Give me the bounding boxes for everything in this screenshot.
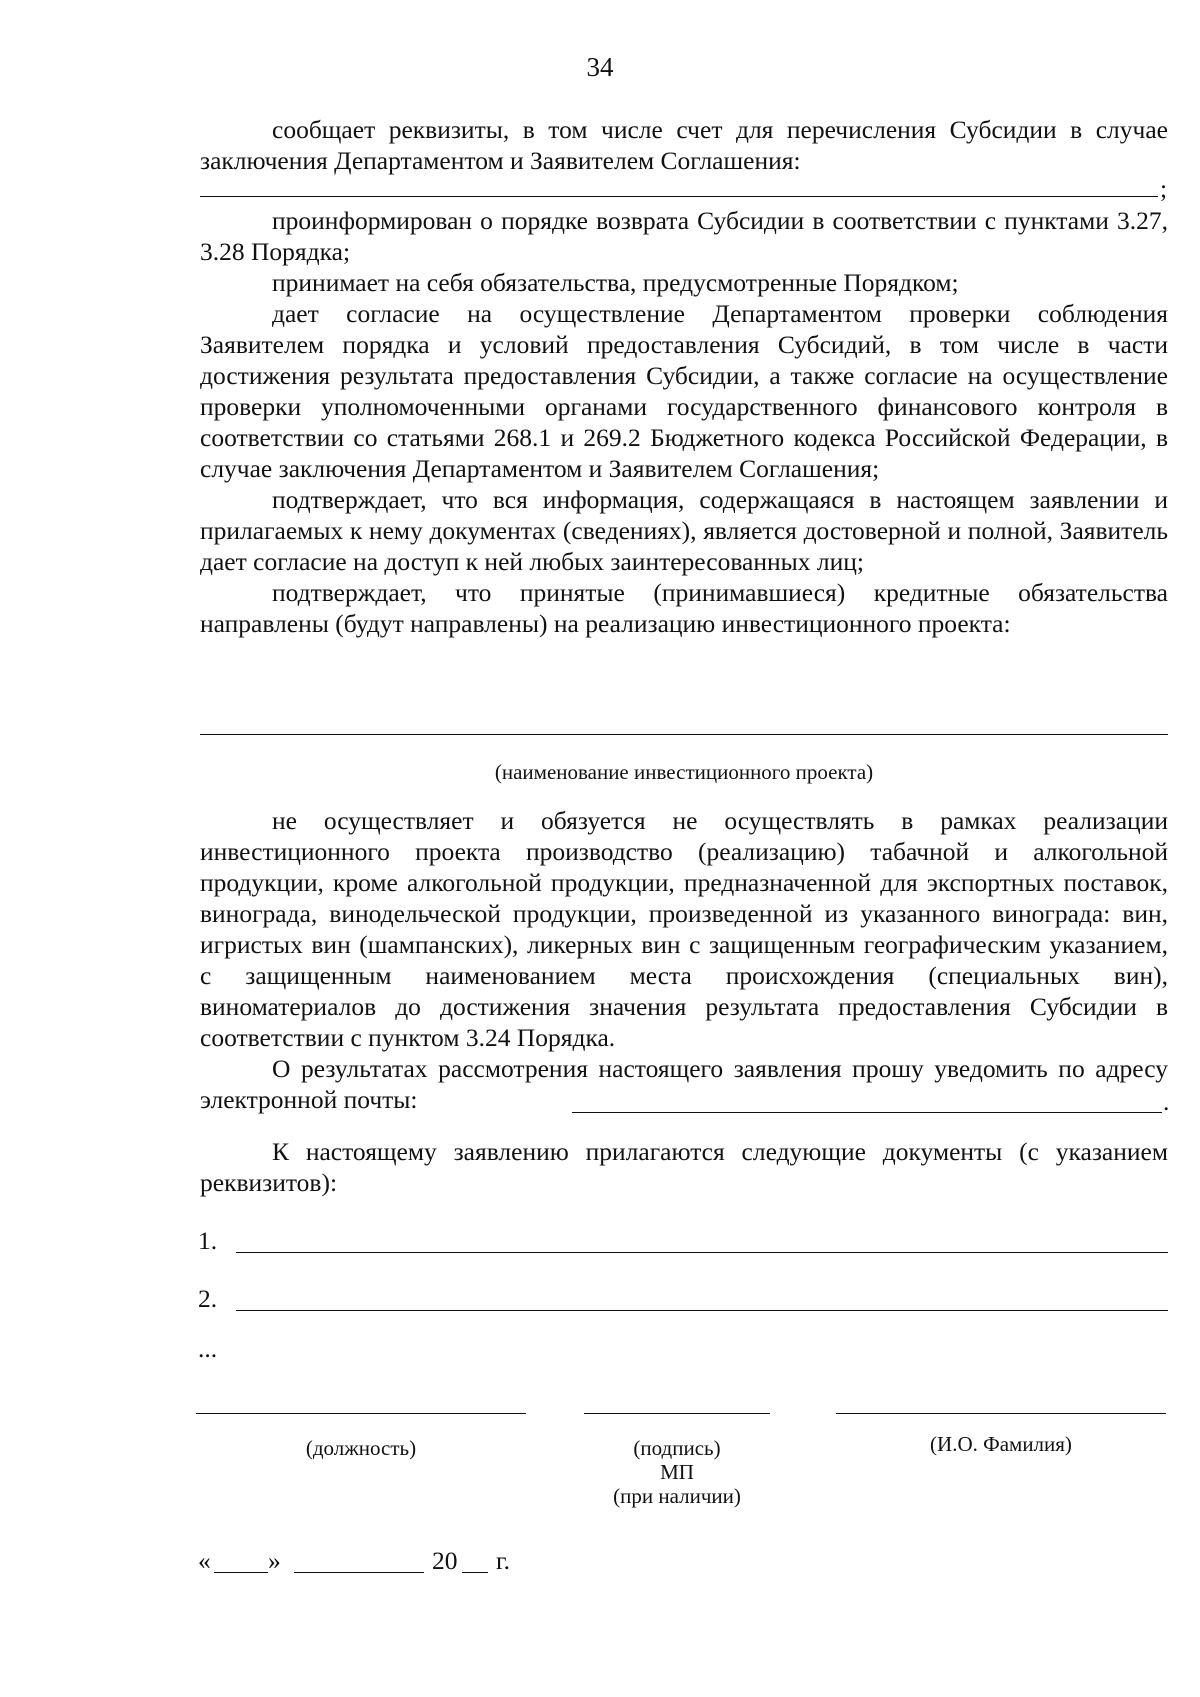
paragraph: подтверждает, что вся информация, содержащаяся в настоящем заявлении и прилагаемых к нему документах (сведениях), является достоверной и полной, Заявитель дает согласие на доступ к ней любых заинтересованных лиц; [200, 485, 1168, 576]
paragraph: К настоящему заявлению прилагаются следующие документы (с указанием реквизитов): [200, 1137, 1168, 1197]
list-item-number: 1. [198, 1226, 218, 1255]
stamp-note: (при наличии) [613, 1484, 741, 1508]
paragraph: дает согласие на осуществление Департаментом проверки соблюдения Заявителем порядка и условий предоставления Субсидий, в том числе в части достижения результата предоставления Субсидии, а также согласие на осуществление проверки уполномоченными органами государственного финансового контроля в соответствии со статьями 268.1 и 269.2 Бюджетного кодекса Российской Федерации, в случае заключения Департаментом и Заявителем Соглашения; [200, 299, 1168, 483]
semicolon: ; [1160, 174, 1168, 203]
email-period: . [1163, 1087, 1170, 1116]
paragraph-group-restrictions [200, 805, 1168, 1115]
project-name-caption: (наименование инвестиционного проекта) [494, 760, 874, 784]
project-name-blank-line[interactable] [200, 734, 1168, 735]
email-blank-line[interactable] [572, 1112, 1162, 1113]
attachments-intro [200, 1136, 1168, 1198]
stamp-label: МП [660, 1460, 694, 1484]
paragraph: не осуществляет и обязуется не осуществлять в рамках реализации инвестиционного проекта производство (реализацию) табачной и алкогольной продукции, кроме алкогольной продукции, предназначенной для экспортных поставок, винограда, винодельческой продукции, произведенной из указанного винограда: вин, игристых вин (шампанских), ликерных вин с защищенным географическим указанием, с защищенным наименованием места происхождения (специальных вин), виноматериалов до достижения значения результата предоставления Субсидии в соответствии с пунктом 3.24 Порядка. [200, 806, 1168, 1052]
date-day-blank[interactable] [214, 1572, 268, 1573]
paragraph: сообщает реквизиты, в том числе счет для перечисления Субсидии в случае заключения Департаментом и Заявителем Соглашения: [200, 115, 1168, 175]
name-caption: (И.О. Фамилия) [930, 1432, 1072, 1456]
attachment-2-blank-line[interactable] [236, 1310, 1168, 1311]
date-year-suffix: г. [496, 1546, 510, 1575]
signature-blank-line[interactable] [584, 1413, 770, 1414]
paragraph: проинформирован о порядке возврата Субсидии в соответствии с пунктами 3.27, 3.28 Порядка; [200, 206, 1168, 266]
list-ellipsis: ... [198, 1334, 218, 1363]
paragraph-email: О результатах рассмотрения настоящего заявления прошу уведомить по адресу электронной почты: [200, 1054, 1168, 1114]
signature-caption: (подпись) [633, 1436, 721, 1460]
date-year-blank[interactable] [462, 1572, 488, 1573]
date-month-blank[interactable] [294, 1572, 424, 1573]
requisites-blank-line[interactable] [200, 196, 1158, 197]
date-close-quote: » [268, 1546, 281, 1575]
paragraph: принимает на себя обязательства, предусмотренные Порядком; [272, 268, 959, 297]
date-year-prefix: 20 [432, 1546, 458, 1575]
list-item-number: 2. [198, 1284, 218, 1313]
paragraph-group-obligations [200, 205, 1168, 639]
position-caption: (должность) [305, 1436, 417, 1460]
paragraph: подтверждает, что принятые (принимавшиеся) кредитные обязательства направлены (будут направлены) на реализацию инвестиционного проекта: [200, 578, 1168, 638]
page-number: 34 [586, 52, 614, 82]
name-blank-line[interactable] [836, 1413, 1166, 1414]
attachment-1-blank-line[interactable] [236, 1252, 1168, 1253]
date-open-quote: « [198, 1546, 211, 1575]
position-blank-line[interactable] [196, 1413, 526, 1414]
paragraph-requisites [200, 114, 1168, 176]
